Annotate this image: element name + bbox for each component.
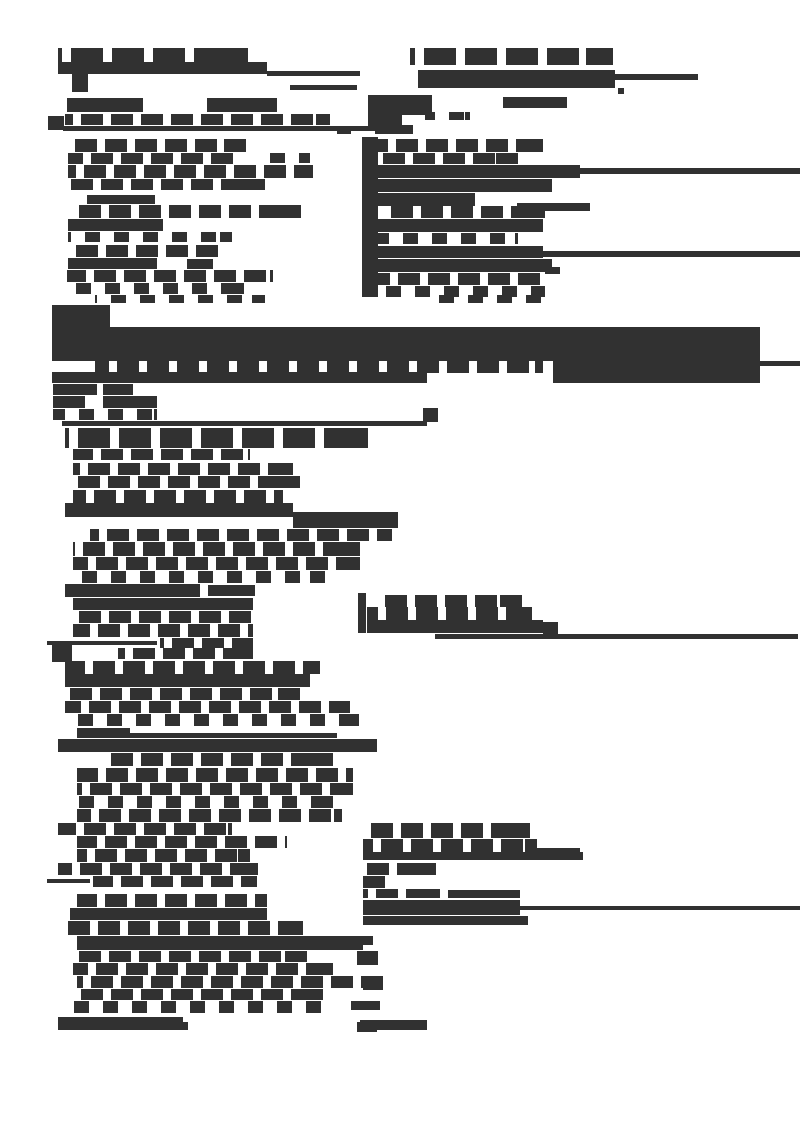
top-left-column-text-blob [187,259,213,269]
main-text-column-text-blob [65,674,310,687]
main-text-column-text-blob [103,396,157,408]
top-left-column-rule [267,71,360,76]
top-right-column-text-blob [370,246,543,258]
top-left-column-text-blob [337,126,351,134]
main-text-column-text-blob [65,503,293,517]
main-text-column-text-blob [73,542,360,556]
mid-right-note-text-blob [367,607,532,620]
main-text-column-text-blob [293,512,398,528]
top-left-column-text-blob [58,48,248,62]
top-right-column-text-blob [383,206,545,218]
main-text-column-text-blob [73,463,293,475]
main-text-column-text-blob [65,584,200,597]
main-text-column-text-blob [70,908,267,920]
main-text-column-text-blob [73,571,330,583]
mid-right-note-text-blob [367,620,543,633]
bottom-right-note-text-blob [363,839,537,852]
main-text-column-rule [47,879,90,883]
main-text-column-text-blob [73,557,360,570]
mid-right-note-text-blob [378,595,523,607]
top-right-column-text-blob [410,48,613,65]
top-right-column-text-blob [377,179,552,192]
top-left-column-text-blob [67,98,143,112]
top-right-column-rule [543,251,800,257]
main-text-column-text-blob [53,409,157,420]
main-text-column-text-blob [118,648,253,659]
bottom-right-note-text-blob [363,852,583,860]
main-text-column-text-blob [103,753,333,766]
top-right-column-text-blob [377,153,520,164]
top-right-column-rule [615,74,698,80]
main-text-column-text-blob [73,963,333,975]
top-left-column-text-blob [48,116,64,130]
bottom-right-note-rule [520,906,800,910]
main-text-column-text-blob [73,598,253,610]
bottom-right-note-text-blob [363,916,528,925]
main-text-column-text-blob [77,894,267,907]
main-text-column-text-blob [77,989,327,1000]
top-left-column-text-blob [58,62,267,74]
bottom-right-note-text-blob [357,951,378,965]
main-text-column-text-blob [180,1022,188,1030]
bottom-right-note-text-blob [363,900,520,915]
main-text-column-text-blob [72,1001,333,1013]
top-right-column-text-blob [368,193,475,206]
main-text-column-text-blob [340,1001,383,1010]
main-text-column-text-blob [73,476,303,488]
main-text-column-text-blob [65,714,360,726]
top-right-column-text-blob [377,233,518,244]
main-text-column-text-blob [65,661,320,674]
headline-band-text-blob [52,327,760,361]
mid-right-note-rule [435,634,798,639]
top-left-column-text-blob [73,205,303,218]
main-text-column-text-blob [58,1017,183,1030]
bottom-right-note-text-blob [363,980,383,990]
main-text-column-text-blob [77,728,130,738]
main-text-column-text-blob [77,976,383,988]
top-left-column-text-blob [207,98,277,112]
main-text-column-text-blob [65,688,303,700]
main-text-column-text-blob [423,408,438,422]
bottom-right-note-text-blob [363,823,530,838]
main-text-column-text-blob [208,585,255,596]
main-text-column-text-blob [58,863,258,875]
main-text-column-text-blob [60,921,303,935]
top-left-column-text-blob [68,258,157,269]
headline-band-rule [760,361,800,366]
top-left-column-text-blob [73,283,255,294]
main-text-column-text-blob [58,739,377,752]
main-text-column-text-blob [77,836,287,848]
headline-band-text-blob [52,372,427,383]
main-text-column-text-blob [65,701,350,713]
top-left-column-text-blob [68,232,232,242]
main-text-column-text-blob [77,796,345,808]
top-right-column-text-blob [375,125,413,134]
top-left-column-text-blob [95,295,265,303]
main-text-column-text-blob [160,638,253,648]
main-text-column-text-blob [77,809,342,822]
top-left-column-rule [63,126,377,131]
top-right-column-text-blob [503,97,567,108]
headline-band-text-blob [553,360,760,383]
main-text-column-text-blob [90,529,392,541]
mid-right-note-text-blob [358,593,366,633]
main-text-column-text-blob [73,611,253,623]
headline-band-text-blob [52,305,110,328]
bottom-right-note-text-blob [363,863,440,875]
top-right-column-text-blob [370,259,552,272]
main-text-column-text-blob [73,490,283,503]
top-right-column-text-blob [377,139,543,152]
top-left-column-rule [290,85,357,90]
main-text-column-text-blob [77,768,353,782]
bottom-right-note-text-blob [363,876,385,888]
top-right-column-rule [580,168,800,174]
main-text-column-text-blob [65,428,368,448]
top-right-column-text-blob [425,112,470,120]
top-right-column-text-blob [618,88,624,94]
main-text-column-text-blob [53,384,97,395]
bottom-right-note-text-blob [363,936,373,945]
main-text-column-text-blob [77,951,313,962]
main-text-column-rule [125,733,337,738]
main-text-column-rule [62,421,427,426]
main-text-column-text-blob [58,823,232,835]
top-right-column-text-blob [427,295,543,303]
bottom-right-note-text-blob [363,889,440,898]
top-left-column-text-blob [270,153,310,163]
top-left-column-text-blob [68,153,233,164]
main-text-column-text-blob [77,783,353,795]
main-text-column-text-blob [53,396,85,408]
main-text-column-text-blob [103,384,133,395]
top-left-column-text-blob [87,195,155,204]
top-left-column-text-blob [68,245,218,257]
top-left-column-text-blob [68,179,270,190]
main-text-column-text-blob [73,449,250,460]
bottom-right-note-text-blob [357,1022,377,1032]
main-text-column-text-blob [93,876,257,887]
main-text-column-text-blob [52,645,72,662]
top-right-column-text-blob [368,95,402,127]
top-right-column-text-blob [377,219,543,232]
top-left-column-text-blob [68,165,313,178]
top-left-column-text-blob [68,219,163,231]
top-left-column-text-blob [68,139,247,152]
top-left-column-text-blob [67,270,273,282]
top-right-column-text-blob [363,273,543,285]
main-text-column-text-blob [77,849,250,862]
main-text-column-text-blob [77,936,363,950]
main-text-column-text-blob [73,624,253,637]
top-right-column-text-blob [377,165,580,178]
bottom-right-note-text-blob [448,890,520,898]
top-left-column-text-blob [72,74,88,92]
top-right-column-text-blob [418,70,615,88]
top-left-column-text-blob [65,114,330,125]
top-right-column-text-blob [545,267,560,274]
